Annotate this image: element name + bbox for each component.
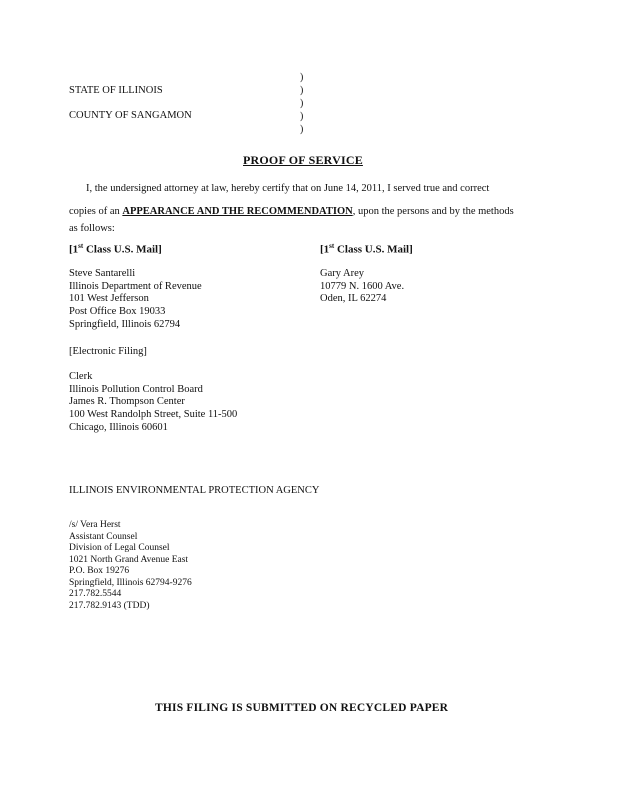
caption-paren-4: ) (300, 111, 304, 122)
recipient-electronic-line: 100 West Randolph Street, Suite 11-500 (69, 409, 238, 421)
recipient-left-line: Post Office Box 19033 (69, 306, 166, 318)
method-left-open: [1 (69, 243, 79, 256)
recipient-right (320, 268, 404, 306)
document-title: PROOF OF SERVICE (243, 153, 363, 167)
recipient-electronic-line: James R. Thompson Center (69, 396, 185, 408)
method-left-sup: st (78, 242, 84, 250)
intro-line-2-pre: copies of an (69, 206, 123, 217)
recycled-paper-footer: THIS FILING IS SUBMITTED ON RECYCLED PAPER (155, 702, 449, 714)
caption-county: COUNTY OF SANGAMON (69, 110, 192, 121)
intro-line-2 (69, 207, 514, 218)
signature-line: P.O. Box 19276 (69, 566, 130, 576)
caption-paren-2: ) (300, 85, 304, 96)
caption-paren-3: ) (300, 98, 304, 109)
recipient-right-line: Gary Arey (320, 268, 365, 279)
recipient-left-line: Springfield, Illinois 62794 (69, 318, 181, 330)
intro-line-1: I, the undersigned attorney at law, hereby certify that on June 14, 2011, I served true and correct (86, 183, 490, 194)
method-right-sup: st (329, 242, 335, 250)
method-left-rest: Class U.S. Mail] (83, 243, 162, 256)
intro-document-titles: APPEARANCE AND THE RECOMMENDATION (122, 206, 353, 217)
method-right-rest: Class U.S. Mail] (334, 243, 413, 256)
signature-line: Assistant Counsel (69, 531, 138, 542)
signature-line: /s/ Vera Herst (69, 520, 121, 530)
recipient-electronic-line: Clerk (69, 371, 93, 382)
recipient-left-line: 101 West Jefferson (69, 293, 149, 305)
recipient-right-line: Oden, IL 62274 (320, 293, 387, 305)
agency-name: ILLINOIS ENVIRONMENTAL PROTECTION AGENCY (69, 485, 320, 496)
recipient-right-line: 10779 N. 1600 Ave. (320, 280, 405, 292)
signature-line: Springfield, Illinois 62794-9276 (69, 577, 192, 588)
signature-line: Division of Legal Counsel (69, 543, 170, 553)
intro-line-2-post: , upon the persons and by the methods (352, 206, 514, 217)
recipient-left-line: Illinois Department of Revenue (69, 280, 202, 292)
method-header-electronic: [Electronic Filing] (69, 346, 147, 357)
recipient-left-line: Steve Santarelli (69, 268, 136, 279)
signature-line: 217.782.9143 (TDD) (69, 600, 150, 611)
recipient-left (69, 268, 202, 332)
method-header-left (69, 242, 162, 256)
method-right-open: [1 (320, 243, 330, 256)
caption-state: STATE OF ILLINOIS (69, 85, 163, 96)
recipient-electronic (69, 371, 237, 435)
method-header-right (320, 242, 413, 256)
recipient-electronic-line: Chicago, Illinois 60601 (69, 421, 168, 433)
intro-line-3: as follows: (69, 223, 115, 234)
signature-block (69, 520, 192, 612)
signature-line: 1021 North Grand Avenue East (69, 554, 189, 565)
caption-paren-1: ) (300, 72, 304, 83)
signature-line: 217.782.5544 (69, 589, 122, 599)
caption-paren-5: ) (300, 124, 304, 135)
recipient-electronic-line: Illinois Pollution Control Board (69, 383, 203, 395)
